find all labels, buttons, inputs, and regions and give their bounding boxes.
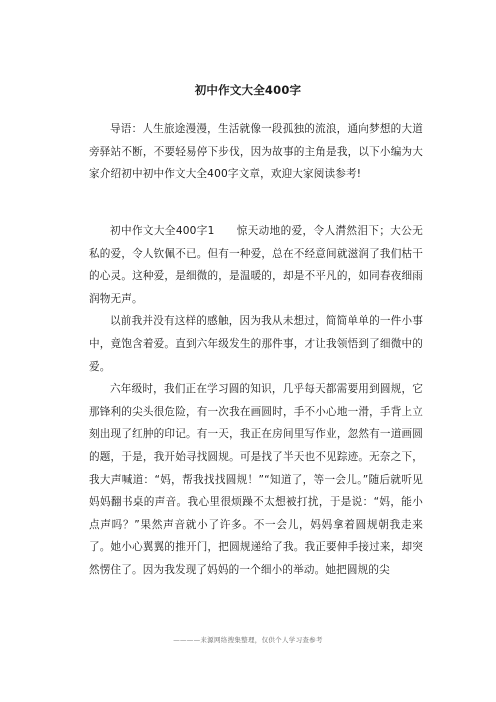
essay-paragraph-2: 以前我并没有这样的感触，因为我从未想过，简简单单的一件小事中，竟饱含着爱。直到六年级发生的那件事，才让我领悟到了细微中的爱。 — [89, 315, 423, 373]
intro-paragraph: 导语：人生旅途漫漫，生活就像一段孤独的流浪，通向梦想的大道旁驿站不断，不要轻易停下步伐，因为故事的主角是我，以下小编为大家介绍初中初中作文大全400字文章，欢迎大家阅读参考! — [89, 123, 423, 181]
essay-paragraph-1: 初中作文大全400字1 惊天动地的爱，令人潸然泪下；大公无私的爱，令人钦佩不已。但有一种爱，总在不经意间就滋润了我们枯干的心灵。这种爱，是细微的，是温暖的，却是不平凡的，如同春夜细雨润物无声。 — [89, 225, 423, 305]
essay-body — [89, 220, 423, 582]
essay-paragraph-3: 六年级时，我们正在学习圆的知识，几乎每天都需要用到圆规，它那锋利的尖头很危险，有一次我在画圆时，手不小心地一滑，手背上立刻出现了红肿的印记。有一天，我正在房间里写作业，忽然有一道画圆的题，于是，我开始寻找圆规。可是找了半天也不见踪迹。无奈之下，我大声喊道：“妈，帮我找找圆规！”“知道了，等一会儿。”随后就听见妈妈翻书桌的声音。我心里很烦躁不太想被打扰，于是说：“妈，能小点声吗？”果然声音就小了许多。不一会儿，妈妈拿着圆规朝我走来了。她小心翼翼的推开门，把圆规递给了我。我正要伸手接过来，却突然愣住了。因为我发现了妈妈的一个细小的举动。她把圆规的尖 — [89, 383, 423, 576]
source-footer: ————来源网络搜集整理，仅供个人学习查参考 — [173, 636, 323, 644]
intro-block — [89, 118, 423, 186]
page-title: 初中作文大全400字 — [194, 83, 302, 97]
